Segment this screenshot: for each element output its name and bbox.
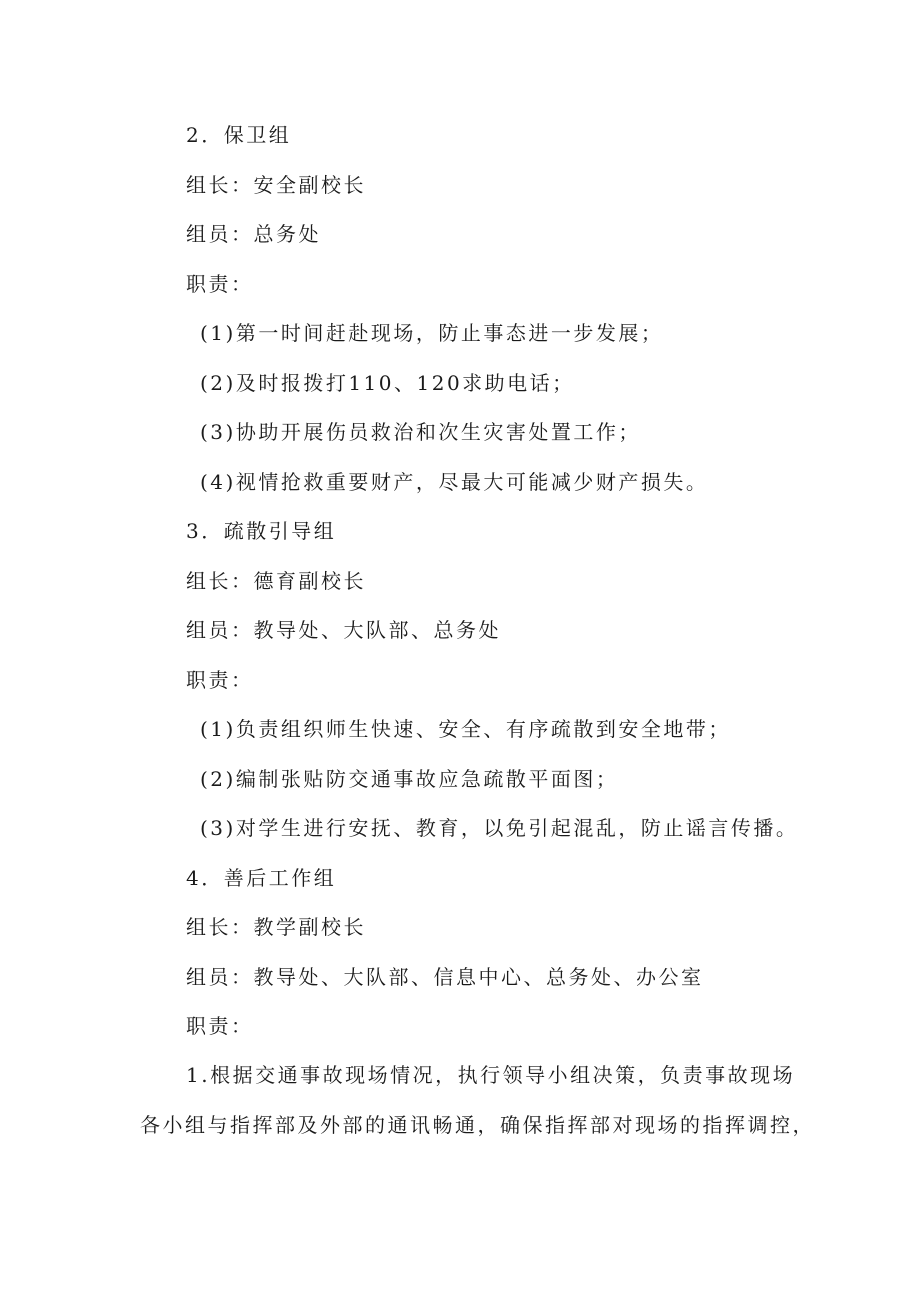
section-heading-security-group: 2．保卫组: [186, 123, 292, 147]
group-leader-line: 组长：安全副校长: [186, 173, 366, 197]
paragraph-line: 各小组与指挥部及外部的通讯畅通，确保指挥部对现场的指挥调控，: [140, 1113, 815, 1137]
duty-item: (1)第一时间赶赴现场，防止事态进一步发展；: [200, 321, 664, 345]
section-heading-evacuation-group: 3．疏散引导组: [186, 519, 337, 543]
section-heading-aftermath-group: 4．善后工作组: [186, 866, 337, 890]
group-members-line: 组员：教导处、大队部、总务处: [186, 618, 501, 642]
duty-item: (4)视情抢救重要财产，尽最大可能减少财产损失。: [200, 470, 709, 494]
duties-label: 职责：: [186, 272, 254, 296]
duties-label: 职责：: [186, 668, 254, 692]
group-members-line: 组员：教导处、大队部、信息中心、总务处、办公室: [186, 965, 704, 989]
duty-item: (2)及时报拨打110、120求助电话；: [200, 371, 575, 395]
paragraph-line: 1.根据交通事故现场情况，执行领导小组决策，负责事故现场: [186, 1063, 796, 1087]
duty-item: (3)协助开展伤员救治和次生灾害处置工作；: [200, 420, 641, 444]
group-leader-line: 组长：德育副校长: [186, 569, 366, 593]
group-members-line: 组员：总务处: [186, 222, 321, 246]
duties-label: 职责：: [186, 1014, 254, 1038]
duty-item: (3)对学生进行安抚、教育，以免引起混乱，防止谣言传播。: [200, 816, 799, 840]
duty-item: (2)编制张贴防交通事故应急疏散平面图；: [200, 767, 619, 791]
duty-item: (1)负责组织师生快速、安全、有序疏散到安全地带；: [200, 717, 731, 741]
group-leader-line: 组长：教学副校长: [186, 915, 366, 939]
